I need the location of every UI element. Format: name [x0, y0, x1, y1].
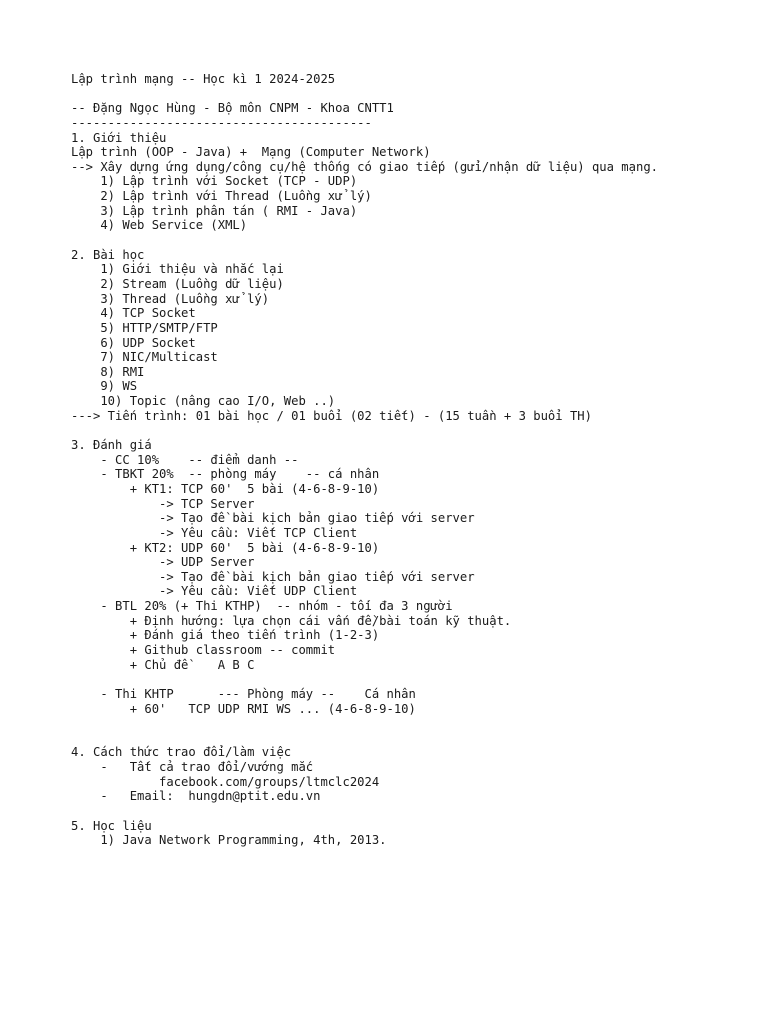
document-line [71, 804, 658, 819]
document-body [71, 72, 658, 848]
document-line: -> Tạo đề bài kịch bản giao tiếp với server [71, 569, 475, 584]
document-line: --> Xây dựng ứng dụng/công cụ/hệ thống có giao tiếp (gửi/nhận dữ liệu) qua mạng. [71, 159, 658, 174]
document-line: ----------------------------------------- [71, 115, 372, 130]
document-line: + KT2: UDP 60' 5 bài (4-6-8-9-10) [71, 540, 380, 555]
document-line: 7) NIC/Multicast [71, 350, 218, 365]
document-line: 2. Bài học [71, 247, 145, 262]
document-line: -- Đặng Ngọc Hùng - Bộ môn CNPM - Khoa CNTT1 [71, 101, 394, 116]
document-line: + KT1: TCP 60' 5 bài (4-6-8-9-10) [71, 481, 380, 496]
document-line: + Đánh giá theo tiến trình (1-2-3) [71, 628, 380, 643]
document-line: + 60' TCP UDP RMI WS ... (4-6-8-9-10) [71, 701, 416, 716]
document-line: Lập trình (OOP - Java) + Mạng (Computer Network) [71, 145, 431, 160]
document-line [71, 716, 658, 731]
document-line: 4) Web Service (XML) [71, 218, 248, 233]
document-line: Lập trình mạng -- Học kì 1 2024-2025 [71, 72, 336, 86]
document-line: 1. Giới thiệu [71, 130, 167, 145]
document-line: 4. Cách thức trao đổi/làm việc [71, 745, 292, 760]
document-line: + Github classroom -- commit [71, 642, 336, 657]
document-line: -> UDP Server [71, 555, 255, 570]
document-line [71, 87, 658, 102]
document-line: - Tất cả trao đổi/vướng mắc [71, 760, 314, 775]
document-line: 2) Lập trình với Thread (Luồng xử lý) [71, 189, 372, 204]
document-line: -> Tạo đề bài kịch bản giao tiếp với server [71, 511, 475, 526]
document-line: 2) Stream (Luồng dữ liệu) [71, 276, 284, 291]
document-line: 4) TCP Socket [71, 306, 196, 321]
document-line: ---> Tiến trình: 01 bài học / 01 buổi (02 tiết) - (15 tuần + 3 buổi TH) [71, 408, 592, 423]
document-line: - TBKT 20% -- phòng máy -- cá nhân [71, 467, 380, 482]
document-line: 6) UDP Socket [71, 335, 196, 350]
document-line: -> Yêu cầu: Viết UDP Client [71, 584, 358, 599]
document-line: - Email: hungdn@ptit.edu.vn [71, 789, 321, 804]
document-line: 3. Đánh giá [71, 438, 152, 453]
document-line: 5) HTTP/SMTP/FTP [71, 320, 218, 335]
document-line: -> Yêu cầu: Viết TCP Client [71, 525, 358, 540]
document-line: - CC 10% -- điểm danh -- [71, 452, 299, 467]
document-line: 10) Topic (nâng cao I/O, Web ..) [71, 394, 336, 409]
document-line: 1) Giới thiệu và nhắc lại [71, 262, 284, 277]
document-line [71, 731, 658, 746]
document-line: 9) WS [71, 379, 138, 394]
document-line: 1) Java Network Programming, 4th, 2013. [71, 833, 387, 848]
document-line: facebook.com/groups/ltmclc2024 [71, 774, 380, 789]
document-line: 3) Lập trình phân tán ( RMI - Java) [71, 203, 358, 218]
document-line: 1) Lập trình với Socket (TCP - UDP) [71, 174, 358, 189]
document-line [71, 672, 658, 687]
document-line: 8) RMI [71, 364, 145, 379]
document-line: 5. Học liệu [71, 818, 152, 833]
document-line: 3) Thread (Luồng xử lý) [71, 291, 270, 306]
document-line: - Thi KHTP --- Phòng máy -- Cá nhân [71, 686, 416, 701]
document-line: - BTL 20% (+ Thi KTHP) -- nhóm - tối đa 3 người [71, 599, 453, 614]
document-line [71, 423, 658, 438]
document-line: -> TCP Server [71, 496, 255, 511]
document-line [71, 233, 658, 248]
document-line: + Chủ đề A B C [71, 657, 255, 672]
document-line: + Định hướng: lựa chọn cái vấn đề/bài toán kỹ thuật. [71, 613, 512, 628]
